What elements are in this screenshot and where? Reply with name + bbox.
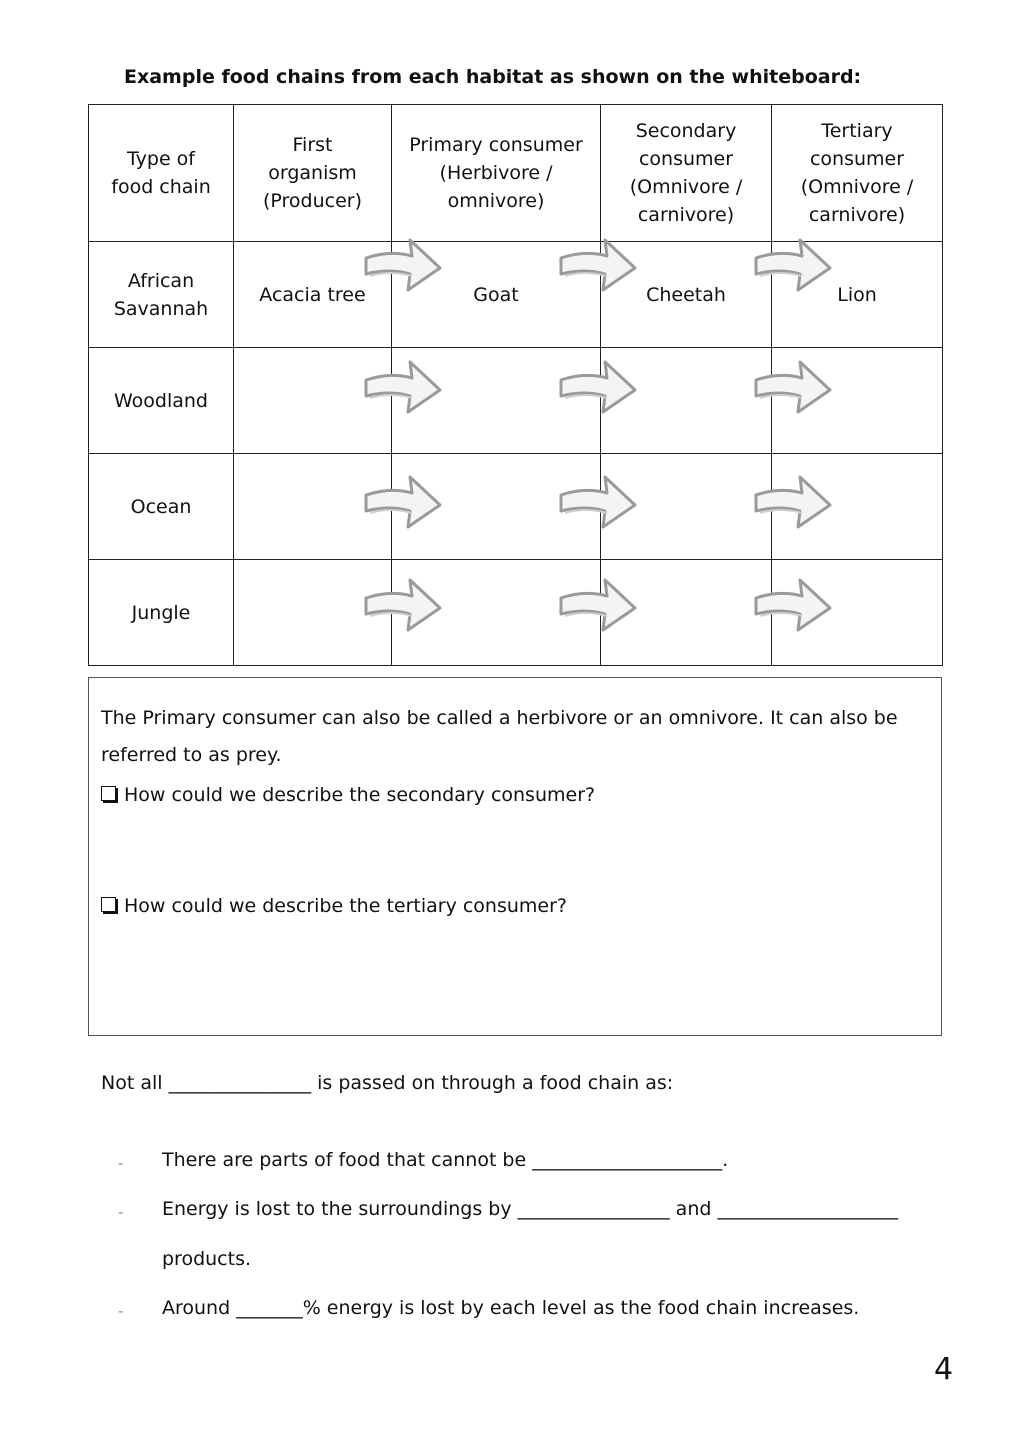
bullet-dash: - [118,1302,124,1320]
right-arrow-icon [360,465,444,535]
cell-habitat: African Savannah [89,242,234,348]
worksheet-heading: Example food chains from each habitat as shown on the whiteboard: [124,66,862,88]
checkbox-icon[interactable] [101,786,116,801]
header-producer: First organism (Producer) [234,105,392,242]
right-arrow-icon [360,568,444,638]
right-arrow-icon [360,228,444,298]
right-arrow-icon [360,350,444,420]
consumer-info-box [88,677,942,1036]
right-arrow-icon [750,568,834,638]
bullet-dash: - [118,1203,124,1221]
cell-habitat: Woodland [89,348,234,454]
right-arrow-icon [555,350,639,420]
cell-tertiary[interactable]: Lion [772,242,943,348]
checkbox-icon[interactable] [101,897,116,912]
info-paragraph: The Primary consumer can also be called a herbivore or an omnivore. It can also be referred to as prey. [101,707,898,766]
right-arrow-icon [750,350,834,420]
right-arrow-icon [750,228,834,298]
right-arrow-icon [555,568,639,638]
cell-secondary[interactable]: Cheetah [601,242,772,348]
header-primary: Primary consumer (Herbivore / omnivore) [392,105,601,242]
energy-bullet-1: There are parts of food that cannot be ____________________. [162,1149,729,1171]
header-tertiary: Tertiary consumer (Omnivore / carnivore) [772,105,943,242]
energy-intro: Not all _______________ is passed on through a food chain as: [101,1072,674,1094]
energy-bullet-3: Around _______% energy is lost by each level as the food chain increases. [162,1297,860,1319]
question-tertiary-text: How could we describe the tertiary consumer? [124,895,568,917]
page-number: 4 [934,1352,954,1387]
question-secondary [101,784,595,806]
cell-habitat: Jungle [89,560,234,666]
header-secondary: Secondary consumer (Omnivore / carnivore) [601,105,772,242]
cell-habitat: Ocean [89,454,234,560]
table-header-row [89,105,943,242]
energy-bullet-2: Energy is lost to the surroundings by ________________ and ___________________ [162,1198,898,1220]
cell-primary[interactable]: Goat [392,242,601,348]
right-arrow-icon [555,465,639,535]
energy-bullet-2-continued: products. [162,1248,252,1270]
question-tertiary [101,895,567,917]
right-arrow-icon [750,465,834,535]
right-arrow-icon [555,228,639,298]
header-type: Type of food chain [89,105,234,242]
bullet-dash: - [118,1154,124,1172]
cell-producer[interactable]: Acacia tree [234,242,392,348]
question-secondary-text: How could we describe the secondary consumer? [124,784,596,806]
